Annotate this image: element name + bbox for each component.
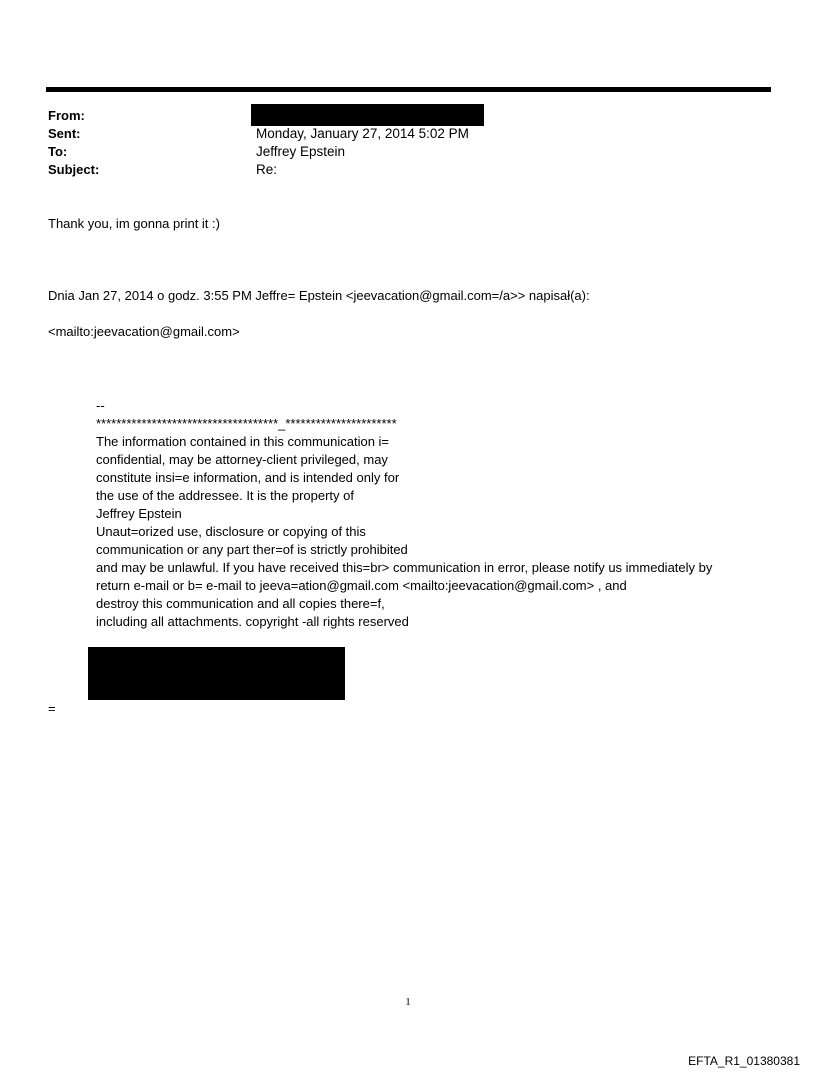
sent-value: Monday, January 27, 2014 5:02 PM [256, 126, 469, 141]
mailto-line: <mailto:jeevacation@gmail.com> [48, 324, 240, 339]
disclaimer-line: Jeffrey Epstein [96, 506, 182, 521]
disclaimer-line: return e-mail or b= e-mail to jeeva=ation@gmail.com <mailto:jeevacation@gmail.com> , and [96, 578, 627, 593]
from-redaction [251, 104, 484, 126]
disclaimer-line: the use of the addressee. It is the property of [96, 488, 354, 503]
from-label: From: [48, 108, 85, 123]
disclaimer-line: and may be unlawful. If you have received this=br> communication in error, please notify us immediately by [96, 560, 713, 575]
disclaimer-line: communication or any part ther=of is strictly prohibited [96, 542, 408, 557]
page-number: 1 [405, 996, 411, 1008]
quote-intro: Dnia Jan 27, 2014 o godz. 3:55 PM Jeffre= Epstein <jeevacation@gmail.com=/a>> napisał(a): [48, 288, 590, 303]
to-label: To: [48, 144, 68, 159]
disclaimer-block [96, 397, 712, 631]
bates-number: EFTA_R1_01380381 [688, 1054, 800, 1068]
header-rule [46, 87, 771, 92]
to-value: Jeffrey Epstein [256, 144, 346, 159]
disclaimer-line: confidential, may be attorney-client privileged, may [96, 452, 388, 467]
disclaimer-line: including all attachments. copyright -all rights reserved [96, 614, 409, 629]
subject-value: Re: [256, 162, 278, 177]
disclaimer-line: constitute insi=e information, and is intended only for [96, 470, 400, 485]
signature-redaction [88, 647, 345, 700]
sent-label: Sent: [48, 126, 81, 141]
disclaimer-line: destroy this communication and all copies there=f, [96, 596, 385, 611]
trailing-equals: = [48, 701, 56, 716]
disclaimer-line: Unaut=orized use, disclosure or copying of this [96, 524, 366, 539]
disclaimer-line: -- [96, 398, 105, 413]
reply-text: Thank you, im gonna print it :) [48, 216, 220, 231]
disclaimer-line: ************************************_********************** [96, 416, 397, 431]
subject-label: Subject: [48, 162, 100, 177]
disclaimer-line: The information contained in this communication i= [96, 434, 390, 449]
